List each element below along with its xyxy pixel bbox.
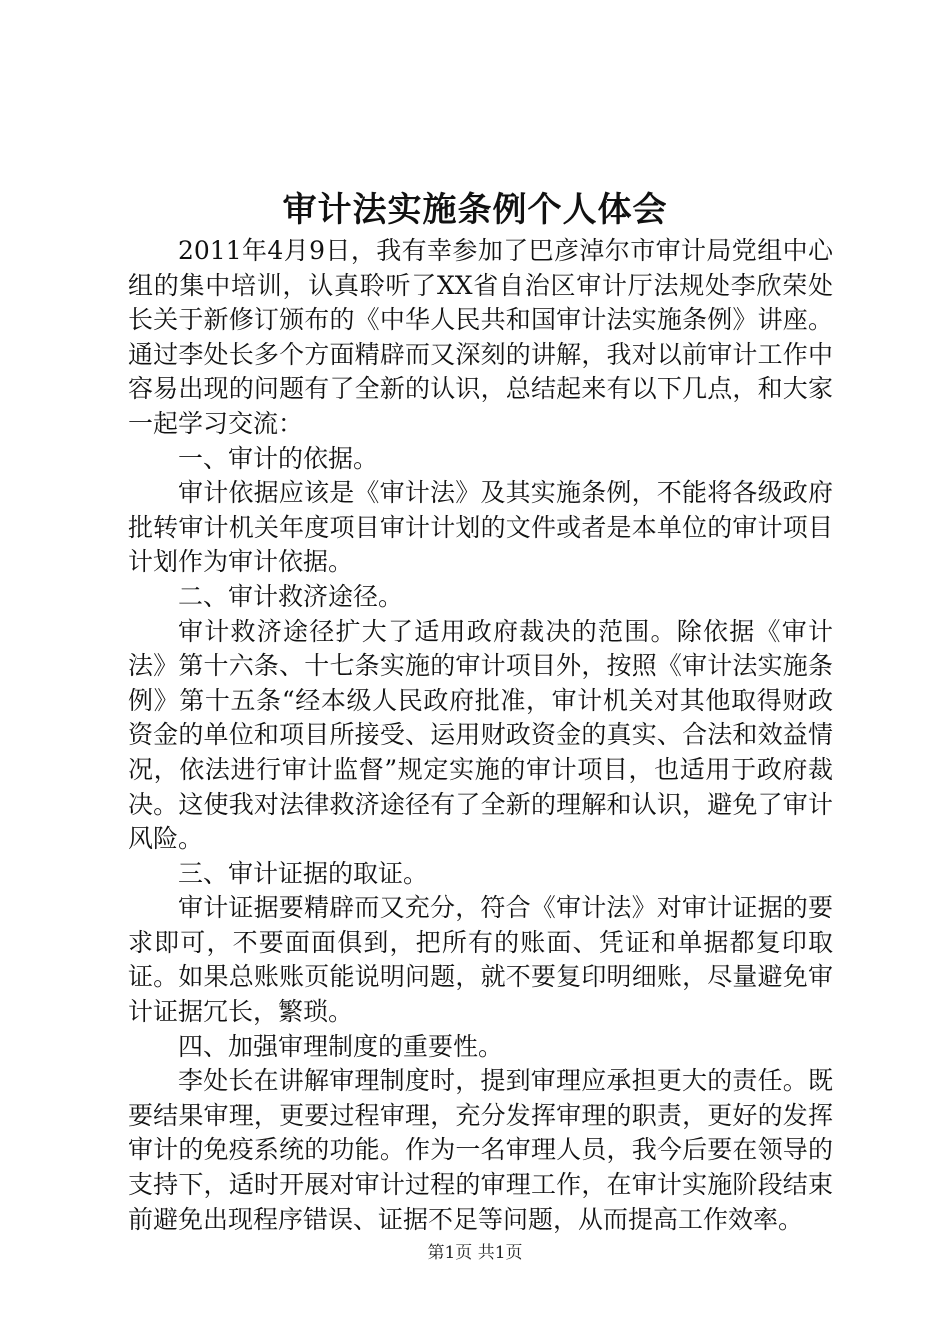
intro-paragraph: 2011年4月9日，我有幸参加了巴彦淖尔市审计局党组中心组的集中培训，认真聆听了XX省自治区审计厅法规处李欣荣处长关于新修订颁布的《中华人民共和国审计法实施条例》讲座。通过李处长多个方面精辟而又深刻的讲解，我对以前审计工作中容易出现的问题有了全新的认识，总结起来有以下几点，和大家一起学习交流： xyxy=(128,236,833,438)
section-heading-4: 四、加强审理制度的重要性。 xyxy=(178,1031,504,1061)
section-heading-1: 一、审计的依据。 xyxy=(178,443,379,473)
page-footer: 第1页 共1页 xyxy=(427,1243,523,1263)
section-paragraph-1: 审计依据应该是《审计法》及其实施条例，不能将各级政府批转审计机关年度项目审计计划的文件或者是本单位的审计项目计划作为审计依据。 xyxy=(128,478,833,577)
section-heading-2: 二、审计救济途径。 xyxy=(178,581,404,611)
section-paragraph-3: 审计证据要精辟而又充分，符合《审计法》对审计证据的要求即可，不要面面俱到，把所有的账面、凭证和单据都复印取证。如果总账账页能说明问题，就不要复印明细账，尽量避免审计证据冗长，繁琐。 xyxy=(128,893,833,1027)
section-paragraph-2: 审计救济途径扩大了适用政府裁决的范围。除依据《审计法》第十六条、十七条实施的审计项目外，按照《审计法实施条例》第十五条“经本级人民政府批准，审计机关对其他取得财政资金的单位和项目所接受、运用财政资金的真实、合法和效益情况，依法进行审计监督”规定实施的审计项目，也适用于政府裁决。这使我对法律救济途径有了全新的理解和认识，避免了审计风险。 xyxy=(128,616,833,854)
section-heading-3: 三、审计证据的取证。 xyxy=(178,858,429,888)
document-title: 审计法实施条例个人体会 xyxy=(282,190,668,230)
document-body xyxy=(128,234,833,1237)
section-paragraph-4: 李处长在讲解审理制度时，提到审理应承担更大的责任。既要结果审理，更要过程审理，充分发挥审理的职责，更好的发挥审计的免疫系统的功能。作为一名审理人员，我今后要在领导的支持下，适时开展对审计过程的审理工作，在审计实施阶段结束前避免出现程序错误、证据不足等问题，从而提高工作效率。 xyxy=(128,1066,833,1234)
